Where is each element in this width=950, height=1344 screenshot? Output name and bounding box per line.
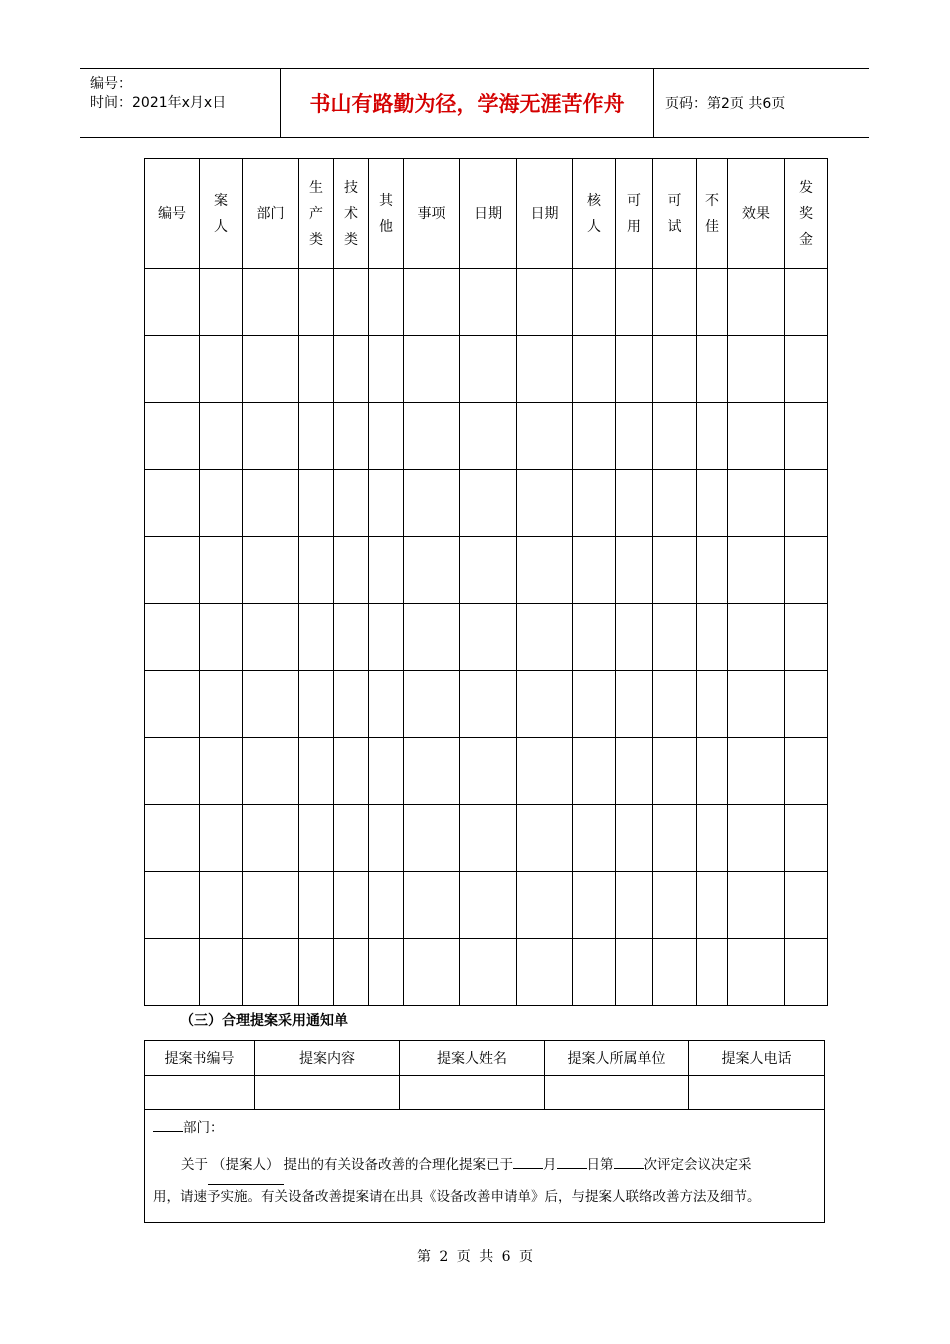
notice-body xyxy=(145,1110,825,1223)
table-cell[interactable] xyxy=(334,336,369,403)
table-cell[interactable] xyxy=(243,604,299,671)
table-cell[interactable] xyxy=(728,470,785,537)
table-cell[interactable] xyxy=(243,470,299,537)
table-cell[interactable] xyxy=(369,738,404,805)
header-char: 类 xyxy=(344,231,358,248)
table-cell[interactable] xyxy=(517,738,573,805)
session-blank[interactable] xyxy=(614,1168,644,1169)
header-text xyxy=(418,201,446,227)
table-cell[interactable] xyxy=(243,805,299,872)
table-cell[interactable] xyxy=(145,269,200,336)
table-cell[interactable] xyxy=(460,537,517,604)
table-cell[interactable] xyxy=(517,336,573,403)
table-cell[interactable] xyxy=(200,470,243,537)
table-cell[interactable] xyxy=(200,537,243,604)
table-cell[interactable] xyxy=(573,537,616,604)
table-cell[interactable] xyxy=(369,805,404,872)
table-cell[interactable] xyxy=(404,805,460,872)
header-text xyxy=(214,188,228,240)
about-text: 关于 xyxy=(181,1157,208,1173)
day-label: 日第 xyxy=(586,1157,614,1173)
table-cell[interactable] xyxy=(653,939,697,1006)
table-cell[interactable] xyxy=(573,269,616,336)
table-cell[interactable] xyxy=(728,403,785,470)
table-cell[interactable] xyxy=(653,671,697,738)
table-cell[interactable] xyxy=(243,939,299,1006)
header-char: 试 xyxy=(667,218,682,235)
table-cell[interactable] xyxy=(728,805,785,872)
proposer-placeholder: （提案人） xyxy=(212,1157,280,1173)
header-char: 部门 xyxy=(256,205,285,222)
table-cell[interactable] xyxy=(460,872,517,939)
table-cell[interactable] xyxy=(334,403,369,470)
table-cell[interactable] xyxy=(460,939,517,1006)
table-cell[interactable] xyxy=(573,939,616,1006)
header-char: 产 xyxy=(309,205,323,222)
table-row xyxy=(145,269,828,336)
table-header-cell xyxy=(616,159,653,269)
table-cell[interactable] xyxy=(243,872,299,939)
table-cell[interactable] xyxy=(653,604,697,671)
page-info: 页码：第2页 共6页 xyxy=(665,96,786,112)
table-row xyxy=(145,671,828,738)
header-char: 人 xyxy=(214,218,228,235)
table-cell[interactable] xyxy=(785,470,828,537)
table-cell[interactable] xyxy=(369,872,404,939)
header-text xyxy=(742,201,770,227)
table-cell[interactable] xyxy=(299,537,334,604)
table-cell[interactable] xyxy=(243,403,299,470)
header-char: 人 xyxy=(587,218,601,235)
header-text xyxy=(344,175,358,253)
table-header-cell xyxy=(369,159,404,269)
header-text xyxy=(158,201,186,227)
table-cell[interactable] xyxy=(145,537,200,604)
table-cell[interactable] xyxy=(697,872,728,939)
header-char: 核 xyxy=(587,192,601,209)
notice-header-cell: 提案人所属单位 xyxy=(545,1041,689,1076)
table-cell[interactable] xyxy=(517,537,573,604)
table-cell[interactable] xyxy=(369,269,404,336)
table-cell[interactable] xyxy=(728,604,785,671)
notice-blank-cell[interactable] xyxy=(545,1076,689,1110)
table-cell[interactable] xyxy=(369,939,404,1006)
table-cell[interactable] xyxy=(785,939,828,1006)
header-char: 案 xyxy=(214,192,228,209)
header-char: 事项 xyxy=(417,205,446,222)
table-row xyxy=(145,537,828,604)
page-header xyxy=(80,68,869,138)
table-cell[interactable] xyxy=(369,403,404,470)
table-cell[interactable] xyxy=(616,604,653,671)
table-cell[interactable] xyxy=(728,738,785,805)
header-char: 编号 xyxy=(158,205,186,222)
table-cell[interactable] xyxy=(200,269,243,336)
table-cell[interactable] xyxy=(299,939,334,1006)
header-text xyxy=(309,175,323,253)
table-cell[interactable] xyxy=(460,470,517,537)
header-char: 其 xyxy=(379,192,393,209)
table-cell[interactable] xyxy=(616,939,653,1006)
header-char: 用 xyxy=(627,218,641,235)
table-row xyxy=(145,939,828,1006)
month-label: 月 xyxy=(543,1157,557,1173)
header-char: 佳 xyxy=(705,218,719,235)
table-cell[interactable] xyxy=(697,336,728,403)
table-cell[interactable] xyxy=(785,403,828,470)
table-cell[interactable] xyxy=(369,470,404,537)
table-cell[interactable] xyxy=(785,537,828,604)
table-cell[interactable] xyxy=(243,738,299,805)
header-char: 日期 xyxy=(530,205,559,222)
table-cell[interactable] xyxy=(517,470,573,537)
table-row xyxy=(145,604,828,671)
table-cell[interactable] xyxy=(145,671,200,738)
table-cell[interactable] xyxy=(517,805,573,872)
table-cell[interactable] xyxy=(334,604,369,671)
header-char: 可 xyxy=(627,192,641,209)
table-cell[interactable] xyxy=(369,336,404,403)
header-text xyxy=(587,188,601,240)
table-header-cell xyxy=(697,159,728,269)
dept-line xyxy=(153,1116,816,1138)
page-footer: 第 2 页 共 6 页 xyxy=(416,1249,534,1265)
table-cell[interactable] xyxy=(200,671,243,738)
table-cell[interactable] xyxy=(404,336,460,403)
table-cell[interactable] xyxy=(653,403,697,470)
table-cell[interactable] xyxy=(200,738,243,805)
table-cell[interactable] xyxy=(200,604,243,671)
header-meta xyxy=(80,69,281,137)
section-title: （三）合理提案采用通知单 xyxy=(180,1013,348,1029)
table-cell[interactable] xyxy=(404,939,460,1006)
table-cell[interactable] xyxy=(299,604,334,671)
header-char: 日期 xyxy=(474,205,502,222)
table-cell[interactable] xyxy=(573,470,616,537)
table-cell[interactable] xyxy=(653,336,697,403)
table-cell[interactable] xyxy=(728,671,785,738)
table-cell[interactable] xyxy=(200,939,243,1006)
table-cell[interactable] xyxy=(404,537,460,604)
table-cell[interactable] xyxy=(616,805,653,872)
table-header-cell xyxy=(200,159,243,269)
table-cell[interactable] xyxy=(517,939,573,1006)
table-header-cell xyxy=(145,159,200,269)
table-cell[interactable] xyxy=(573,805,616,872)
time-label: 时间：2021年x月x日 xyxy=(90,95,227,111)
table-header-cell xyxy=(334,159,369,269)
table-cell[interactable] xyxy=(404,403,460,470)
table-cell[interactable] xyxy=(299,269,334,336)
table-cell[interactable] xyxy=(200,805,243,872)
table-row xyxy=(145,738,828,805)
notice-header-cell: 提案内容 xyxy=(255,1041,400,1076)
table-cell[interactable] xyxy=(697,470,728,537)
table-cell[interactable] xyxy=(653,537,697,604)
notice-header-cell: 提案人姓名 xyxy=(400,1041,545,1076)
notice-header-row xyxy=(145,1041,825,1076)
header-char: 术 xyxy=(344,205,358,222)
table-cell[interactable] xyxy=(369,604,404,671)
table-cell[interactable] xyxy=(616,872,653,939)
notice-header-cell: 提案书编号 xyxy=(145,1041,255,1076)
table-cell[interactable] xyxy=(334,671,369,738)
table-header-cell xyxy=(728,159,785,269)
table-cell[interactable] xyxy=(517,269,573,336)
table-cell[interactable] xyxy=(616,403,653,470)
table-cell[interactable] xyxy=(369,537,404,604)
table-row xyxy=(145,403,828,470)
table-row xyxy=(145,805,828,872)
table-cell[interactable] xyxy=(573,403,616,470)
table-header-cell xyxy=(460,159,517,269)
header-char: 类 xyxy=(309,231,323,248)
table-cell[interactable] xyxy=(145,872,200,939)
table-cell[interactable] xyxy=(697,537,728,604)
header-char: 奖 xyxy=(799,205,813,222)
table-cell[interactable] xyxy=(460,805,517,872)
notice-blank-cell[interactable] xyxy=(400,1076,545,1110)
table-header-cell xyxy=(243,159,299,269)
table-cell[interactable] xyxy=(299,470,334,537)
table-cell[interactable] xyxy=(404,872,460,939)
table-cell[interactable] xyxy=(785,336,828,403)
table-cell[interactable] xyxy=(460,671,517,738)
dept-suffix: 部门： xyxy=(183,1120,224,1136)
table-cell[interactable] xyxy=(573,671,616,738)
table-cell[interactable] xyxy=(334,470,369,537)
table-cell[interactable] xyxy=(728,537,785,604)
table-cell[interactable] xyxy=(785,738,828,805)
notice-blank-row xyxy=(145,1076,825,1110)
table-cell[interactable] xyxy=(653,872,697,939)
header-text xyxy=(257,201,285,227)
table-cell[interactable] xyxy=(145,805,200,872)
proposer-blank[interactable] xyxy=(208,1146,284,1185)
table-cell[interactable] xyxy=(697,805,728,872)
table-cell[interactable] xyxy=(697,671,728,738)
table-header-row xyxy=(145,159,828,269)
table-header-cell xyxy=(573,159,616,269)
table-cell[interactable] xyxy=(145,738,200,805)
end-text: 次评定会议决定采 xyxy=(643,1157,752,1173)
table-cell[interactable] xyxy=(616,671,653,738)
table-cell[interactable] xyxy=(334,872,369,939)
table-header-cell xyxy=(785,159,828,269)
table-cell[interactable] xyxy=(334,537,369,604)
table-cell[interactable] xyxy=(334,269,369,336)
table-cell[interactable] xyxy=(404,604,460,671)
table-cell[interactable] xyxy=(653,470,697,537)
day-blank[interactable] xyxy=(557,1168,587,1169)
header-char: 效果 xyxy=(742,205,770,222)
table-cell[interactable] xyxy=(517,671,573,738)
table-cell[interactable] xyxy=(573,336,616,403)
table-header-cell xyxy=(653,159,697,269)
table-cell[interactable] xyxy=(200,872,243,939)
table-cell[interactable] xyxy=(728,939,785,1006)
table-cell[interactable] xyxy=(460,738,517,805)
table-cell[interactable] xyxy=(334,738,369,805)
table-cell[interactable] xyxy=(653,738,697,805)
table-cell[interactable] xyxy=(145,336,200,403)
table-cell[interactable] xyxy=(460,604,517,671)
table-row xyxy=(145,470,828,537)
table-cell[interactable] xyxy=(697,738,728,805)
table-cell[interactable] xyxy=(653,805,697,872)
number-label: 编号： xyxy=(90,76,132,92)
header-text xyxy=(531,201,559,227)
table-cell[interactable] xyxy=(616,336,653,403)
table-cell[interactable] xyxy=(299,403,334,470)
table-cell[interactable] xyxy=(334,805,369,872)
table-cell[interactable] xyxy=(200,336,243,403)
table-cell[interactable] xyxy=(785,604,828,671)
table-cell[interactable] xyxy=(785,805,828,872)
table-cell[interactable] xyxy=(299,872,334,939)
table-cell[interactable] xyxy=(697,403,728,470)
table-cell[interactable] xyxy=(653,269,697,336)
table-cell[interactable] xyxy=(728,269,785,336)
table-header-cell xyxy=(517,159,573,269)
header-text xyxy=(668,188,682,240)
header-text xyxy=(474,201,502,227)
table-cell[interactable] xyxy=(145,939,200,1006)
table-cell[interactable] xyxy=(299,336,334,403)
table-cell[interactable] xyxy=(697,604,728,671)
table-cell[interactable] xyxy=(145,470,200,537)
adoption-notice-table xyxy=(144,1040,825,1223)
table-cell[interactable] xyxy=(616,537,653,604)
header-char: 金 xyxy=(799,231,813,248)
header-char: 生 xyxy=(309,179,323,196)
table-cell[interactable] xyxy=(369,671,404,738)
table-cell[interactable] xyxy=(460,403,517,470)
table-cell[interactable] xyxy=(460,269,517,336)
header-text xyxy=(627,188,641,240)
table-cell[interactable] xyxy=(697,939,728,1006)
table-cell[interactable] xyxy=(728,336,785,403)
table-cell[interactable] xyxy=(785,671,828,738)
table-cell[interactable] xyxy=(404,269,460,336)
table-cell[interactable] xyxy=(616,470,653,537)
table-cell[interactable] xyxy=(243,671,299,738)
notice-header-cell: 提案人电话 xyxy=(689,1041,825,1076)
table-cell[interactable] xyxy=(243,336,299,403)
dept-blank[interactable] xyxy=(153,1131,183,1132)
notice-blank-cell[interactable] xyxy=(255,1076,400,1110)
proposal-summary-table xyxy=(144,158,828,1006)
table-cell[interactable] xyxy=(404,738,460,805)
table-header-cell xyxy=(299,159,334,269)
table-header-cell xyxy=(404,159,460,269)
header-char: 可 xyxy=(667,192,682,209)
table-cell[interactable] xyxy=(517,403,573,470)
table-cell[interactable] xyxy=(573,872,616,939)
table-cell[interactable] xyxy=(404,470,460,537)
header-text xyxy=(799,175,813,253)
notice-paragraph-line2: 用，请速予实施。有关设备改善提案请在出具《设备改善申请单》后，与提案人联络改善方法及细节。 xyxy=(153,1189,761,1205)
table-cell[interactable] xyxy=(243,269,299,336)
table-cell[interactable] xyxy=(145,604,200,671)
table-cell[interactable] xyxy=(243,537,299,604)
header-text xyxy=(379,188,393,240)
table-cell[interactable] xyxy=(728,872,785,939)
notice-paragraph-line1 xyxy=(153,1146,816,1185)
table-cell[interactable] xyxy=(785,269,828,336)
table-cell[interactable] xyxy=(517,872,573,939)
table-cell[interactable] xyxy=(697,269,728,336)
table-cell[interactable] xyxy=(200,403,243,470)
mid-text: 提出的有关设备改善的合理化提案已于 xyxy=(283,1157,513,1173)
table-cell[interactable] xyxy=(404,671,460,738)
table-cell[interactable] xyxy=(299,805,334,872)
table-cell[interactable] xyxy=(573,604,616,671)
table-cell[interactable] xyxy=(299,738,334,805)
table-cell[interactable] xyxy=(460,336,517,403)
table-cell[interactable] xyxy=(616,269,653,336)
month-blank[interactable] xyxy=(513,1168,543,1169)
table-cell[interactable] xyxy=(573,738,616,805)
table-row xyxy=(145,872,828,939)
header-motto: 书山有路勤为径，学海无涯苦作舟 xyxy=(281,69,654,137)
table-row xyxy=(145,336,828,403)
header-text xyxy=(705,188,719,240)
header-char: 不 xyxy=(705,192,719,209)
table-cell[interactable] xyxy=(785,872,828,939)
notice-blank-cell[interactable] xyxy=(689,1076,825,1110)
table-cell[interactable] xyxy=(517,604,573,671)
table-cell[interactable] xyxy=(616,738,653,805)
table-cell[interactable] xyxy=(145,403,200,470)
header-char: 技 xyxy=(344,179,358,196)
header-char: 发 xyxy=(799,179,813,196)
header-char: 他 xyxy=(379,218,393,235)
table-cell[interactable] xyxy=(334,939,369,1006)
table-cell[interactable] xyxy=(299,671,334,738)
notice-blank-cell[interactable] xyxy=(145,1076,255,1110)
